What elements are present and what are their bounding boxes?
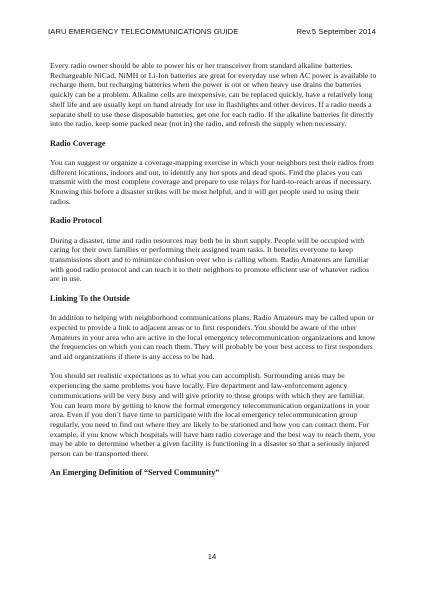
- page-header: [48, 27, 376, 39]
- radio-coverage-heading: Radio Coverage: [50, 138, 106, 148]
- linking-paragraph-2: You should set realistic expectations as to what you can accomplish. Surrounding areas may be experiencing the same problems you have locally. Fire department and law-enforcement agency communications will be very busy and will give priority to those groups with which they are familiar. You can learn more by getting to know the formal emergency telecommunication organizations in your area. Even if you don’t have time to participate with the local emergency telecommunication group regularly, you need to find out where they are likely to be stationed and how you can contact them. For example, if you know which hospitals will have ham radio coverage and the best way to reach them, you may be able to determine whether a given facility is functioning in a disaster so that a seriously injured person can be transported there.: [50, 371, 375, 459]
- linking-paragraph-1: In addition to helping with neighborhood communications plans, Radio Amateurs may be called upon or expected to provide a link to adjacent areas or to first responders. You should be aware of the other Amateurs in your area who are active in the local emergency telecommunication organizations and know the frequencies on which you can reach them. They will probably be your best access to first responders and aid organizations if there is any access to be had.: [50, 313, 376, 361]
- header-revision: Rev.5 September 2014: [296, 27, 376, 36]
- header-title: IARU EMERGENCY TELECOMMUNICATIONS GUIDE: [48, 27, 239, 36]
- radio-protocol-paragraph: During a disaster, time and radio resources may both be in short supply. People will be occupied with caring for their own families or performing their assigned team tasks. It benefits everyone to keep transmissions short and to minimize confusion over who is calling whom. Radio Amateurs are familiar with good radio protocol and can teach it to their neighbors to promote efficient use of whatever radios are in use.: [50, 235, 370, 284]
- linking-heading: Linking To the Outside: [50, 293, 130, 303]
- radio-coverage-paragraph: You can suggest or organize a coverage-mapping exercise in which your neighbors test their radios from different locations, indoors and out, to identify any hot spots and dead spots. Find the places you can transmit with the most complete coverage and prepare to use relays for hard-to-reach areas if necessary. Knowing this before a disaster strikes will be most helpful, and it will get people used to using their radios.: [50, 158, 374, 206]
- radio-protocol-heading: Radio Protocol: [50, 216, 102, 226]
- intro-paragraph: Every radio owner should be able to power his or her transceiver from standard alkaline batteries. Rechargeable NiCad, NiMH or Li-Ion batteries are great for everyday use when AC power is available to recharge them, but recharging batteries when the power is out or when heavy use drains the batteries quickly can be a problem. Alkaline cells are inexpensive, can be replaced quickly, have a relatively long shelf life and are usually kept on hand already for use in flashlights and other devices. If a radio needs a separate shell to use these disposable batteries, get one for each radio. If the alkaline batteries fit directly into the radio, keep some packed near (not in) the radio, and refresh the supply when necessary.: [50, 61, 377, 129]
- served-community-heading: An Emerging Definition of “Served Community”: [50, 468, 220, 478]
- page-body: [50, 61, 378, 488]
- page-number: 14: [207, 552, 217, 561]
